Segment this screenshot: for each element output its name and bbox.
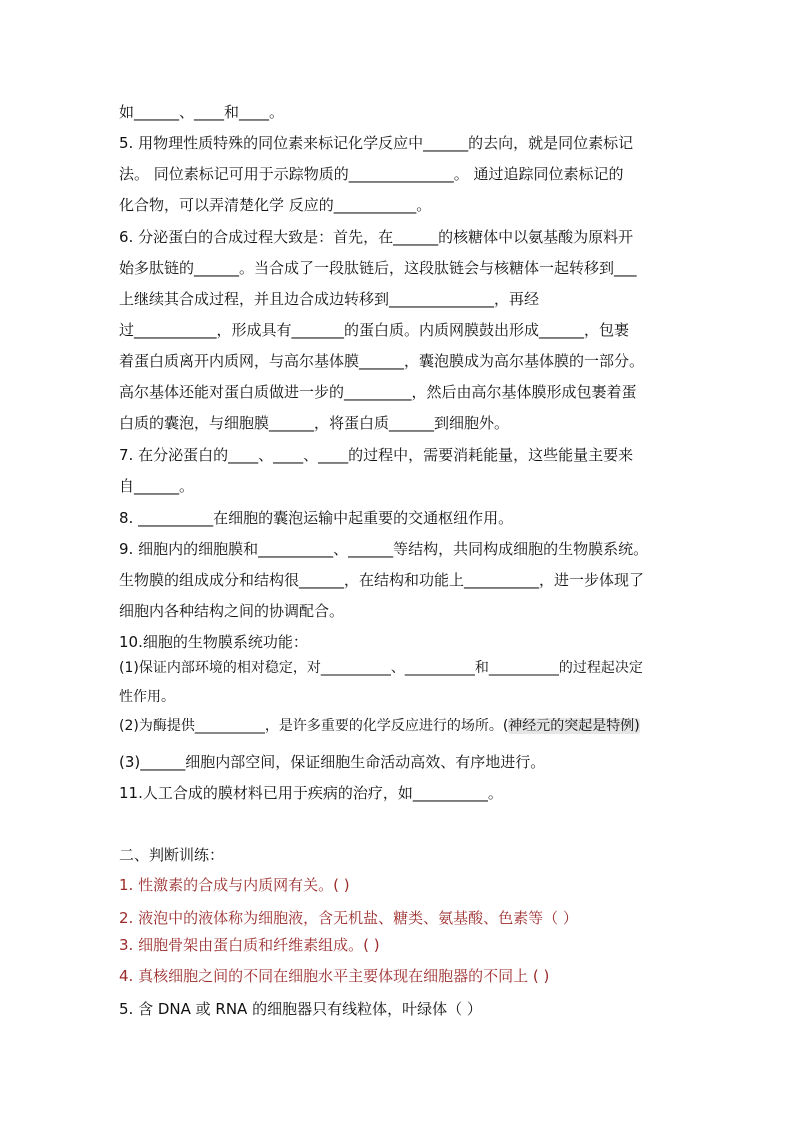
highlight-note: 神经元的突起是特例) bbox=[508, 718, 640, 734]
text-line: 法。 同位素标记可用于示踪物质的______________。 通过追踪同位素标记的 bbox=[119, 165, 624, 183]
text-line: 白质的囊泡，与细胞膜______，将蛋白质______到细胞外。 bbox=[119, 414, 510, 432]
text-line-2-main: (2)为酶提供__________，是许多重要的化学反应进行的场所。( bbox=[119, 718, 509, 734]
judgment-item: 2. 液泡中的液体称为细胞液，含无机盐、糖类、氨基酸、色素等（ ） bbox=[119, 909, 578, 927]
text-line: 如______、____和____。 bbox=[119, 103, 285, 121]
text-line: 着蛋白质离开内质网，与高尔基体膜______，囊泡膜成为高尔基体膜的一部分。 bbox=[119, 352, 645, 370]
text-line: 性作用。 bbox=[119, 689, 175, 705]
text-line: 5. 用物理性质特殊的同位素来标记化学反应中______的去向，就是同位素标记 bbox=[119, 134, 634, 152]
text-line: 过___________，形成具有_______的蛋白质。内质网膜鼓出形成______，包裹 bbox=[119, 321, 630, 339]
text-line: 7. 在分泌蛋白的____、____、____的过程中，需要消耗能量，这些能量主要来 bbox=[119, 446, 634, 464]
text-line-11: 11.人工合成的膜材料已用于疾病的治疗，如__________。 bbox=[119, 784, 503, 802]
text-line: (1)保证内部环境的相对稳定，对__________、__________和__________的过程起决定 bbox=[119, 660, 643, 676]
text-line: 化合物，可以弄清楚化学 反应的___________。 bbox=[119, 196, 432, 214]
text-line: 高尔基体还能对蛋白质做进一步的_________，然后由高尔基体膜形成包裹着蛋 bbox=[119, 383, 637, 401]
text-line: 10.细胞的生物膜系统功能： bbox=[119, 633, 308, 651]
judgment-item: 4. 真核细胞之间的不同在细胞水平主要体现在细胞器的不同上 ( ) bbox=[119, 967, 550, 985]
section-title: 二、判断训练： bbox=[119, 846, 225, 864]
text-line-3: (3)______细胞内部空间，保证细胞生命活动高效、有序地进行。 bbox=[119, 753, 546, 771]
text-line: 9. 细胞内的细胞膜和__________、______等结构，共同构成细胞的生物膜系统。 bbox=[119, 540, 649, 558]
text-line: 细胞内各种结构之间的协调配合。 bbox=[119, 602, 345, 620]
judgment-item: 3. 细胞骨架由蛋白质和纤维素组成。( ) bbox=[119, 936, 380, 954]
text-line: 6. 分泌蛋白的合成过程大致是：首先，在______的核糖体中以氨基酸为原料开 bbox=[119, 228, 634, 246]
text-line: 始多肽链的______。当合成了一段肽链后，这段肽链会与核糖体一起转移到___ bbox=[119, 259, 637, 277]
judgment-item: 1. 性激素的合成与内质网有关。( ) bbox=[119, 876, 350, 894]
text-line: 生物膜的组成成分和结构很______，在结构和功能上__________，进一步体现了 bbox=[119, 571, 645, 589]
judgment-item: 5. 含 DNA 或 RNA 的细胞器只有线粒体，叶绿体（ ） bbox=[119, 1000, 482, 1018]
text-line-2 bbox=[119, 716, 640, 736]
text-line: 上继续其合成过程，并且边合成边转移到______________，再经 bbox=[119, 290, 540, 308]
text-line: 自______。 bbox=[119, 477, 195, 495]
text-line: 8. __________在细胞的囊泡运输中起重要的交通枢纽作用。 bbox=[119, 509, 514, 527]
